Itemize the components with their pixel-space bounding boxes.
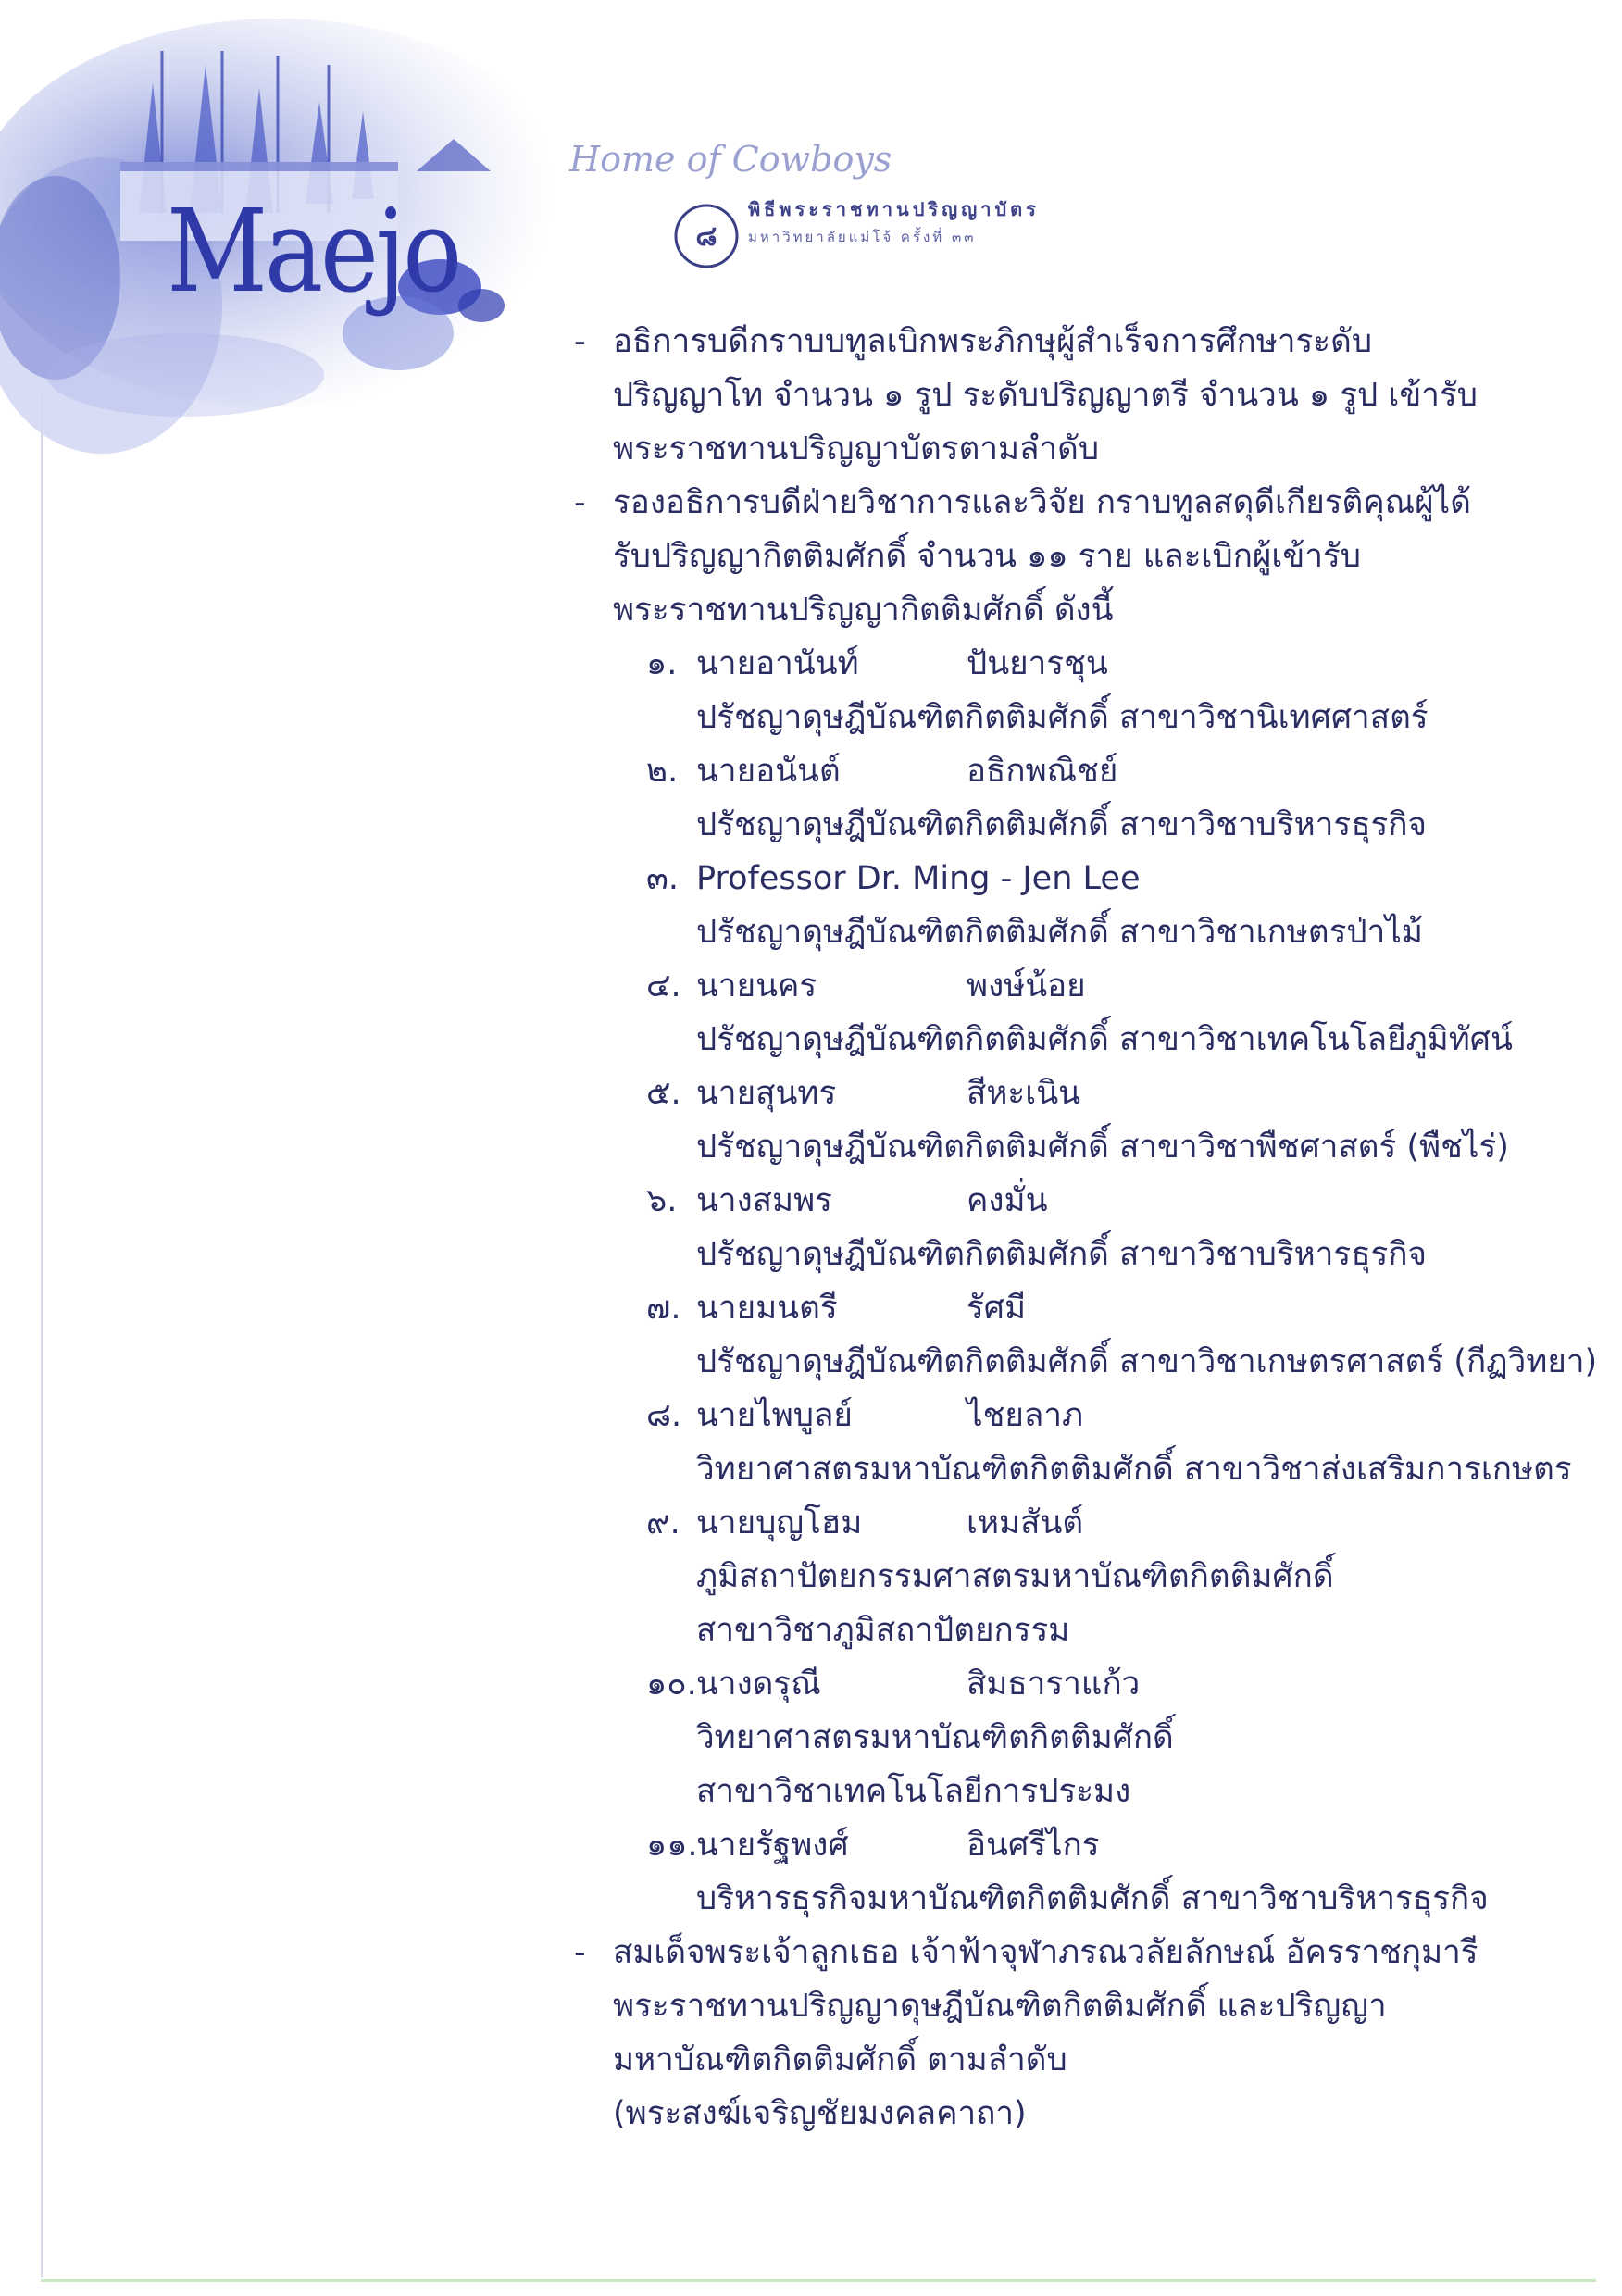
- list-item: [646, 959, 1537, 1067]
- recipient-surname: รัศมี: [967, 1290, 1027, 1327]
- text-line: พระราชทานปริญญาดุษฎีบัณฑิตกิตติมศักดิ์ และปริญญา: [613, 1988, 1387, 2025]
- item-number: ๗.: [646, 1290, 681, 1327]
- item-number: ๒.: [646, 753, 679, 790]
- recipient-surname: สิมธาราแก้ว: [967, 1666, 1141, 1703]
- text-line: มหาบัณฑิตกิตติมศักดิ์ ตามลำดับ: [613, 2041, 1067, 2078]
- degree-line: ปรัชญาดุษฎีบัณฑิตกิตติมศักดิ์ สาขาวิชาเกษตรศาสตร์ (กีฏวิทยา): [696, 1343, 1598, 1380]
- degree-line: ปรัชญาดุษฎีบัณฑิตกิตติมศักดิ์ สาขาวิชาเกษตรป่าไม้: [696, 914, 1423, 951]
- degree-line: ภูมิสถาปัตยกรรมศาสตรมหาบัณฑิตกิตติมศักดิ์: [696, 1558, 1334, 1595]
- list-item: [646, 1174, 1537, 1281]
- recipient-name: นายอนันต์: [696, 753, 841, 790]
- recipient-surname: อินศรีไกร: [967, 1827, 1100, 1864]
- recipient-name: นายอานันท์: [696, 645, 859, 682]
- list-item: [646, 1067, 1537, 1174]
- item-number: ๕.: [646, 1075, 681, 1112]
- ceremony-subtitle: มหาวิทยาลัยแม่โจ้ ครั้งที่ ๓๓: [748, 229, 977, 245]
- list-item: [646, 1818, 1537, 1926]
- recipient-name: นายบุญโฮม: [696, 1504, 863, 1541]
- ceremony-title: พิธีพระราชทานปริญญาบัตร: [748, 198, 1040, 220]
- degree-line: ปรัชญาดุษฎีบัณฑิตกิตติมศักดิ์ สาขาวิชาบริหารธุรกิจ: [696, 1236, 1428, 1273]
- recipient-surname: คงมั่น: [967, 1182, 1048, 1219]
- item-number: ๔.: [646, 967, 681, 1004]
- degree-line: ปรัชญาดุษฎีบัณฑิตกิตติมศักดิ์ สาขาวิชานิเทศศาสตร์: [696, 699, 1429, 736]
- ceremony-program-text: [574, 315, 1598, 2140]
- left-margin-rule: [41, 389, 43, 2277]
- degree-line: สาขาวิชาเทคโนโลยีการประมง: [696, 1773, 1131, 1810]
- list-item: [646, 1281, 1598, 1389]
- list-item: [646, 1496, 1537, 1657]
- text-line: พระราชทานปริญญากิตติมศักดิ์ ดังนี้: [613, 592, 1114, 629]
- degree-line: บริหารธุรกิจมหาบัณฑิตกิตติมศักดิ์ สาขาวิชาบริหารธุรกิจ: [696, 1880, 1489, 1917]
- bullet-dash: -: [574, 484, 586, 521]
- recipient-surname: ปันยารชุน: [967, 645, 1108, 682]
- watercolor-blot-4: [46, 333, 324, 417]
- recipient-name: นายสุนทร: [696, 1075, 837, 1112]
- text-line: รองอธิการบดีฝ่ายวิชาการและวิจัย กราบทูลสดุดีเกียรติคุณผู้ได้: [613, 484, 1471, 521]
- recipient-surname: ไชยลาภ: [967, 1397, 1084, 1434]
- text-line: ปริญญาโท จำนวน ๑ รูป ระดับปริญญาตรี จำนวน ๑ รูป เข้ารับ: [613, 377, 1478, 414]
- degree-line: ปรัชญาดุษฎีบัณฑิตกิตติมศักดิ์ สาขาวิชาพืชศาสตร์ (พืชไร่): [696, 1129, 1509, 1166]
- item-number: ๑๑.: [646, 1827, 698, 1864]
- paragraph-monk-graduates: [574, 315, 1537, 476]
- watercolor-blot-2: [458, 289, 505, 322]
- degree-line: ปรัชญาดุษฎีบัณฑิตกิตติมศักดิ์ สาขาวิชาบริหารธุรกิจ: [696, 806, 1428, 843]
- item-number: ๙.: [646, 1504, 680, 1541]
- item-number: ๘.: [646, 1397, 682, 1434]
- recipient-name: Professor Dr. Ming - Jen Lee: [696, 860, 1141, 897]
- text-line: พระราชทานปริญญาบัตรตามลำดับ: [613, 430, 1100, 468]
- recipient-name: นายรัฐพงศ์: [696, 1827, 849, 1864]
- recipient-name: นายไพบูลย์: [696, 1397, 853, 1434]
- recipient-surname: อธิกพณิชย์: [967, 753, 1118, 790]
- bullet-dash: -: [574, 323, 586, 360]
- list-item: [646, 1389, 1572, 1496]
- closing-note: (พระสงฆ์เจริญชัยมงคลคาถา): [613, 2095, 1027, 2132]
- tagline-text: Home of Cowboys: [569, 139, 892, 180]
- text-line: สมเด็จพระเจ้าลูกเธอ เจ้าฟ้าจุฬาภรณวลัยลักษณ์ อัครราชกุมารี: [613, 1934, 1479, 1971]
- recipient-name: นางดรุณี: [696, 1666, 821, 1703]
- degree-line: วิทยาศาสตรมหาบัณฑิตกิตติมศักดิ์ สาขาวิชาส่งเสริมการเกษตร: [696, 1451, 1572, 1488]
- paragraph-honorary-intro: [574, 476, 1537, 637]
- list-item: [646, 637, 1537, 744]
- item-number: ๓.: [646, 860, 680, 897]
- list-item: [646, 1657, 1537, 1818]
- page-number: ๘: [695, 219, 717, 253]
- text-line: อธิการบดีกราบบทูลเบิกพระภิกษุผู้สำเร็จการศึกษาระดับ: [613, 323, 1373, 360]
- degree-line: สาขาวิชาภูมิสถาปัตยกรรม: [696, 1612, 1070, 1649]
- item-number: ๖.: [646, 1182, 678, 1219]
- recipient-name: นางสมพร: [696, 1182, 832, 1219]
- maejo-logo-text: Maejo: [167, 185, 459, 318]
- recipient-surname: สีหะเนิน: [967, 1075, 1081, 1112]
- recipient-surname: พงษ์น้อย: [967, 967, 1086, 1004]
- item-number: ๑๐.: [646, 1666, 697, 1703]
- list-item: [646, 744, 1537, 852]
- recipient-surname: เหมสันต์: [967, 1504, 1084, 1541]
- item-number: ๑.: [646, 645, 678, 682]
- bottom-rule: [41, 2279, 1596, 2282]
- paragraph-princess-conferral: [574, 1926, 1537, 2087]
- degree-line: ปรัชญาดุษฎีบัณฑิตกิตติมศักดิ์ สาขาวิชาเทคโนโลยีภูมิทัศน์: [696, 1021, 1513, 1058]
- degree-line: วิทยาศาสตรมหาบัณฑิตกิตติมศักดิ์: [696, 1719, 1174, 1756]
- bullet-dash: -: [574, 1934, 586, 1971]
- recipient-name: นายนคร: [696, 967, 817, 1004]
- list-item: [646, 852, 1537, 959]
- honorary-recipients-list: [574, 637, 1598, 1926]
- recipient-name: นายมนตรี: [696, 1290, 838, 1327]
- text-line: รับปริญญากิตติมศักดิ์ จำนวน ๑๑ ราย และเบิกผู้เข้ารับ: [613, 538, 1361, 575]
- building-roof: [120, 162, 398, 171]
